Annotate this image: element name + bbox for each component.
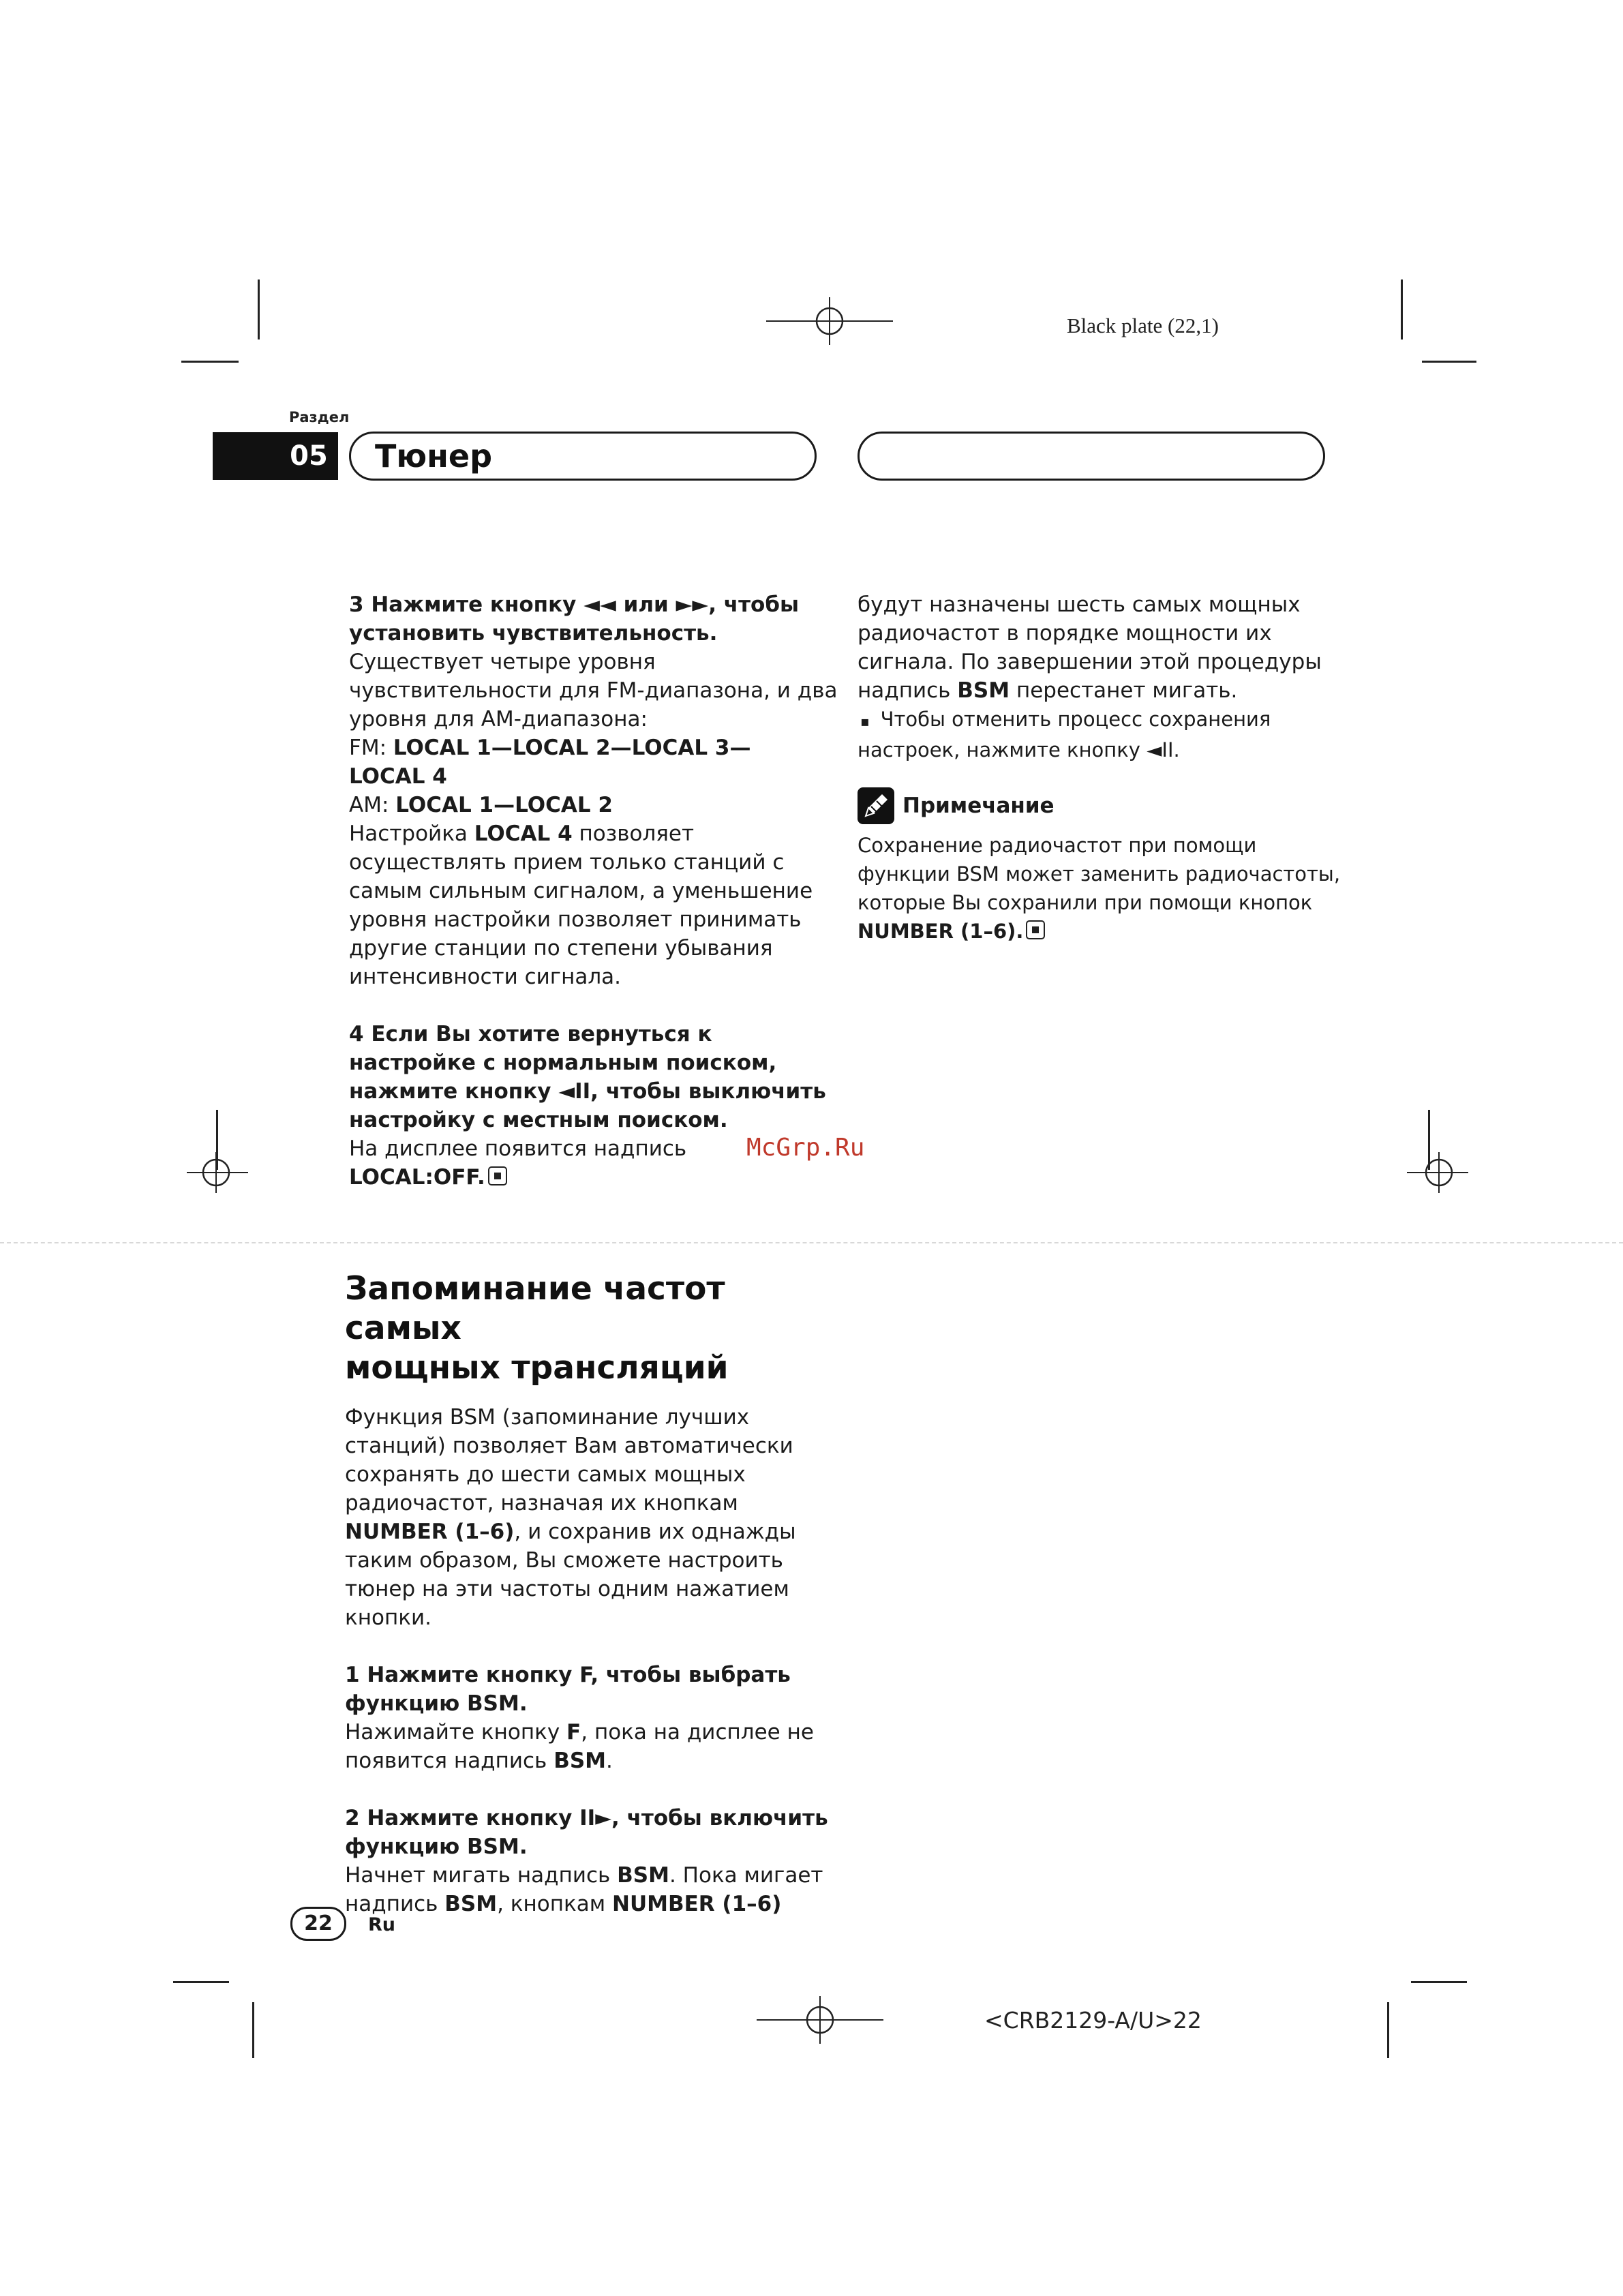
crop-mark — [1411, 1981, 1467, 1983]
step1-title: 1 Нажмите кнопку F, чтобы выбрать функцию BSM. — [345, 1663, 791, 1716]
section-number: 05 — [290, 440, 328, 472]
crop-mark — [258, 280, 260, 339]
crop-mark — [173, 1981, 229, 1983]
bsm-heading: Запоминание частот самых мощных трансляций — [345, 1270, 729, 1387]
stop-icon — [1026, 920, 1045, 939]
note-pencil-icon — [858, 787, 894, 824]
registration-mark — [766, 297, 893, 345]
crop-mark — [181, 361, 239, 363]
step3-body: Существует четыре уровня чувствительности для FM-диапазона, и два уровня для АМ-диапазона: FM: LOCAL 1—LOCAL 2—LOCAL 3— LOCAL 4 AM: LOCAL 1—LOCAL 2 Настройка LOCAL 4 позволяет осуществлять прием только станций с самым сильным сигналом, а уменьшение уровня настройки позволяет принимать другие станции по степени убывания интенсивности сигнала. — [349, 650, 838, 989]
header-right-frame — [858, 432, 1325, 481]
registration-mark — [187, 1152, 248, 1193]
cancel-bullet: ▪ Чтобы отменить процесс сохранения настроек, нажмите кнопку ◄II. — [858, 708, 1271, 761]
plate-label: Black plate (22,1) — [1067, 314, 1219, 337]
note-body: Сохранение радиочастот при помощи функции BSM может заменить радиочастоты, которые Вы сохранили при помощи кнопок NUMBER (1–6). — [858, 834, 1341, 943]
right-column — [858, 590, 1362, 946]
step3-title: 3 Нажмите кнопку ◄◄ или ►►, чтобы установить чувствительность. — [349, 592, 800, 646]
section-label: Раздел — [289, 409, 350, 425]
step4-title: 4 Если Вы хотите вернуться к настройке с нормальным поиском, нажмите кнопку ◄II, чтобы выключить настройку с местным поиском. — [349, 1022, 826, 1132]
bullet-mark: ▪ — [860, 713, 870, 729]
watermark: McGrp.Ru — [746, 1134, 865, 1162]
bsm-section — [345, 1269, 849, 1918]
crop-mark — [1387, 2002, 1389, 2058]
step2-body: Начнет мигать надпись BSM. Пока мигает надпись BSM, кнопкам NUMBER (1–6) — [345, 1863, 823, 1916]
bsm-intro: Функция BSM (запоминание лучших станций) позволяет Вам автоматически сохранять до шести самых мощных радиочастот, назначая их кнопкам NUMBER (1–6), и сохранив их однажды таким образом, Вы сможете настроить тюнер на эти частоты одним нажатием кнопки. — [345, 1405, 796, 1630]
step1-body: Нажимайте кнопку F, пока на дисплее не появится надпись BSM. — [345, 1720, 814, 1773]
document-code: <CRB2129-A/U>22 — [984, 2007, 1202, 2034]
step2-title: 2 Нажмите кнопку II►, чтобы включить функцию BSM. — [345, 1806, 828, 1859]
crop-mark — [252, 2002, 254, 2058]
bsm-continued: будут назначены шесть самых мощных радиочастот в порядке мощности их сигнала. По завершении этой процедуры надпись BSM перестанет мигать. — [858, 592, 1322, 703]
fold-line — [0, 1242, 1623, 1243]
left-column-upper — [349, 590, 840, 1192]
section-title: Тюнер — [375, 438, 493, 474]
registration-mark — [757, 1996, 883, 2044]
registration-mark — [1407, 1152, 1468, 1193]
crop-mark — [1401, 280, 1403, 339]
step4-body: На дисплее появится надпись LOCAL:OFF. — [349, 1136, 687, 1190]
page-number: 22 — [290, 1907, 346, 1941]
language-code: Ru — [368, 1914, 396, 1935]
stop-icon — [488, 1166, 507, 1185]
note-heading: Примечание — [858, 787, 1362, 824]
crop-mark — [1422, 361, 1476, 363]
